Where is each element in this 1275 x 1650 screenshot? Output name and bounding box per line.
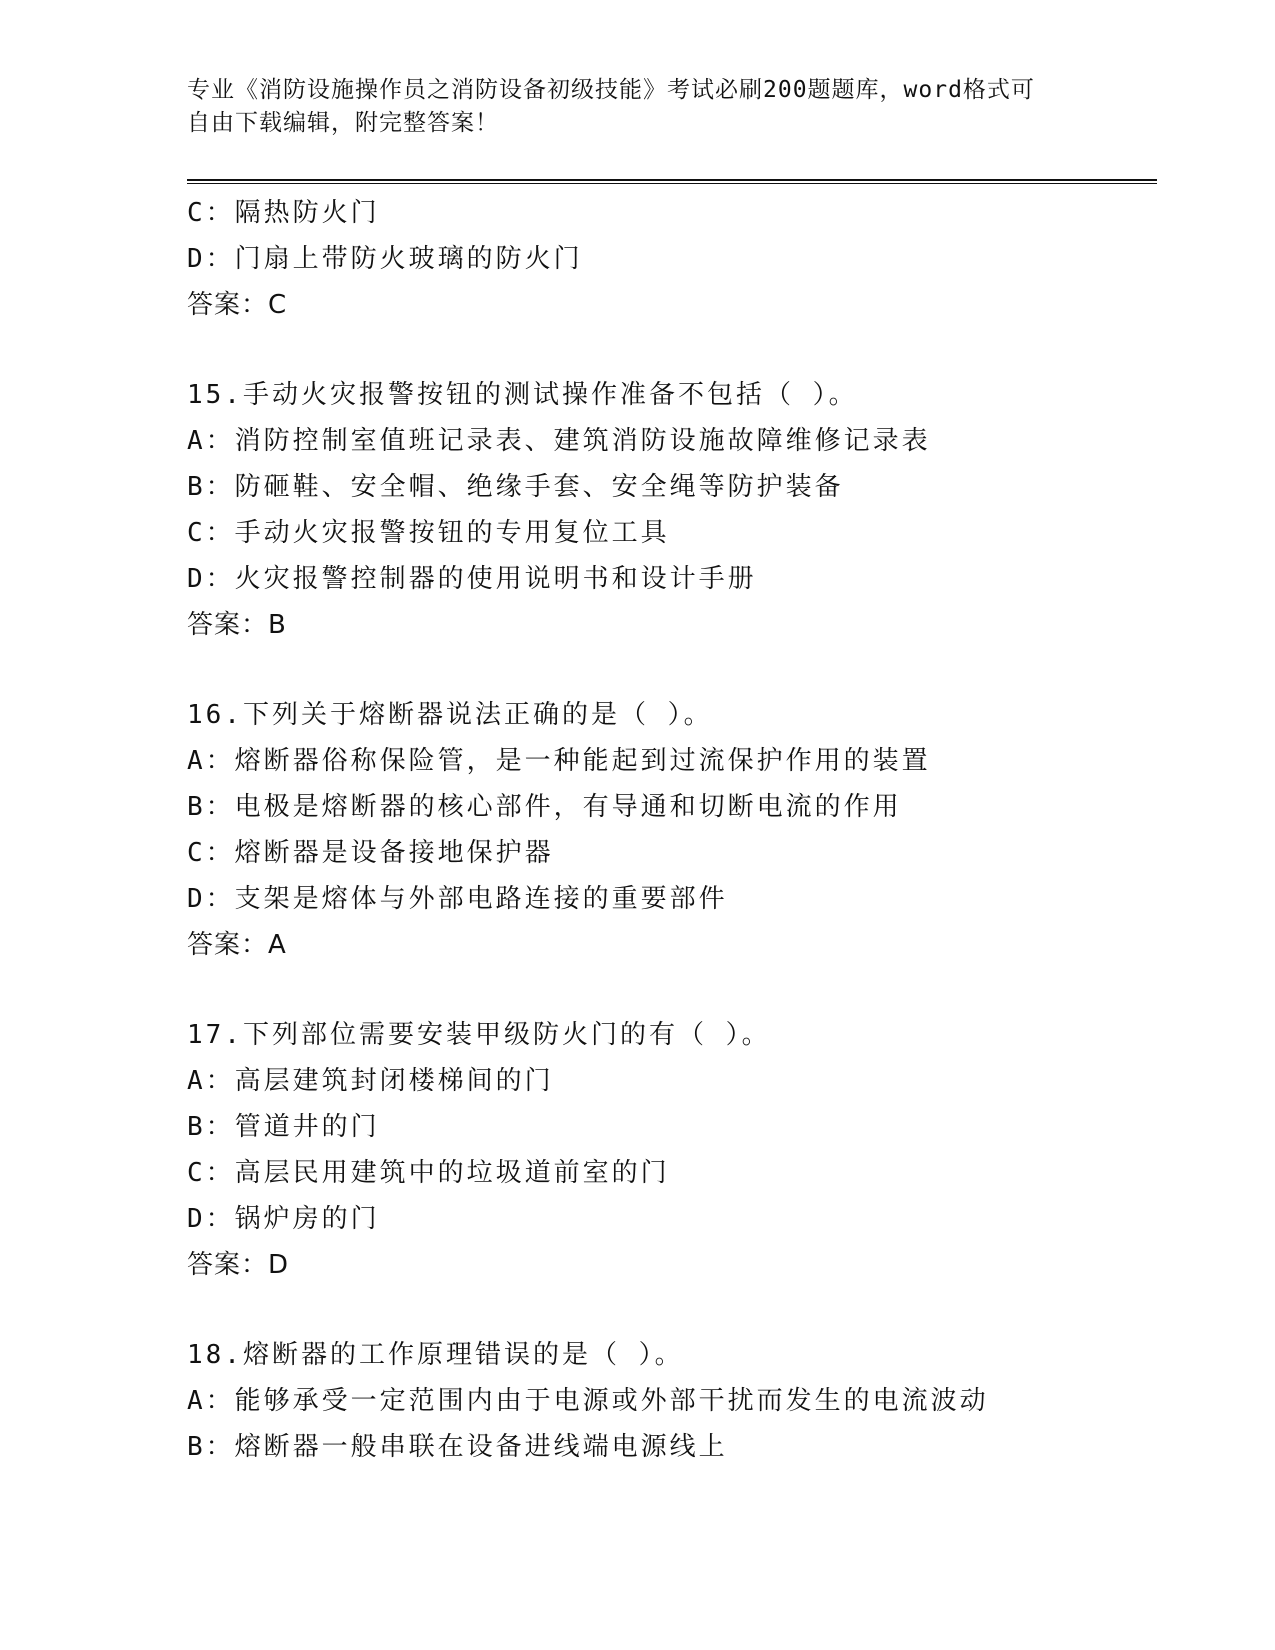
question-stem: 16.下列关于熔断器说法正确的是（ ）。 [187,700,713,730]
option-a: A：消防控制室值班记录表、建筑消防设施故障维修记录表 [187,426,931,456]
question-18 [187,1332,1157,1470]
option-c: C：熔断器是设备接地保护器 [187,838,554,868]
question-stem: 17.下列部位需要安装甲级防火门的有（ ）。 [187,1020,771,1050]
header-divider [187,179,1157,184]
spacer [187,328,1157,372]
answer-line: 答案：D [187,1250,290,1280]
answer-line: 答案：C [187,290,288,320]
document-header [187,74,1087,140]
option-d: D：门扇上带防火玻璃的防火门 [187,244,583,274]
option-c: C：隔热防火门 [187,198,380,228]
header-title-line-1: 专业《消防设施操作员之消防设备初级技能》考试必刷200题题库，word格式可 [187,77,1035,103]
question-16 [187,692,1157,968]
spacer [187,648,1157,692]
spacer [187,968,1157,1012]
spacer [187,1288,1157,1332]
option-d: D：锅炉房的门 [187,1204,380,1234]
option-d: D：支架是熔体与外部电路连接的重要部件 [187,884,728,914]
option-b: B：管道井的门 [187,1112,380,1142]
question-carryover [187,190,1157,328]
header-title-line-2: 自由下载编辑，附完整答案！ [187,110,499,136]
option-c: C：手动火灾报警按钮的专用复位工具 [187,518,670,548]
question-stem: 18.熔断器的工作原理错误的是（ ）。 [187,1340,684,1370]
question-17 [187,1012,1157,1288]
option-d: D：火灾报警控制器的使用说明书和设计手册 [187,564,757,594]
question-stem: 15.手动火灾报警按钮的测试操作准备不包括（ ）。 [187,380,858,410]
option-b: B：熔断器一般串联在设备进线端电源线上 [187,1432,728,1462]
option-c: C：高层民用建筑中的垃圾道前室的门 [187,1158,670,1188]
option-a: A：高层建筑封闭楼梯间的门 [187,1066,554,1096]
answer-line: 答案：B [187,610,287,640]
option-b: B：电极是熔断器的核心部件，有导通和切断电流的作用 [187,792,902,822]
question-15 [187,372,1157,648]
question-list [187,190,1157,1470]
option-a: A：熔断器俗称保险管，是一种能起到过流保护作用的装置 [187,746,931,776]
answer-line: 答案：A [187,930,287,960]
option-a: A：能够承受一定范围内由于电源或外部干扰而发生的电流波动 [187,1386,989,1416]
option-b: B：防砸鞋、安全帽、绝缘手套、安全绳等防护装备 [187,472,844,502]
